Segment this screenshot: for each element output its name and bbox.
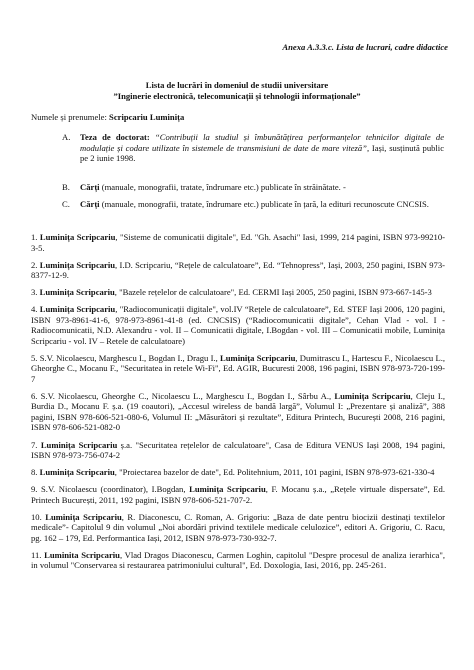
publication-text: , F. Mocanu ș.a., „Rețele virtuale dispersate”, Ed. Printech București, 2011, 192 pagini, ISBN 978-606-521-707-2.	[31, 484, 445, 505]
publication-list	[31, 232, 445, 578]
publication-number: 2.	[31, 259, 40, 270]
publication-text: , "Bazele rețelelor de calculatoare", Ed. CERMI Iași 2005, 250 pagini, ISBN 973-667-145-3	[114, 287, 432, 298]
publication-item	[31, 287, 445, 298]
person-name: Scripcariu Luminița	[109, 112, 185, 122]
author-highlight: Luminita Scripcariu	[44, 549, 120, 560]
section-c-text: (manuale, monografii, tratate, îndrumare etc.) publicate în țară, la edituri recunoscute CNCSIS.	[101, 199, 429, 209]
publication-item	[31, 260, 445, 281]
section-b-text: (manuale, monografii, tratate, îndrumare etc.) publicate în străinătate. -	[101, 182, 346, 192]
publication-text: , "Sisteme de comunicatii digitale", Ed. "Gh. Asachi" Iasi, 1999, 214 pagini, ISBN 973-99210-3-5.	[31, 232, 445, 253]
publication-text: , I.D. Scripcariu, “Rețele de calculatoare”, Ed. “Tehnopress”, Iași, 2003, 250 pagini, ISBN 973-8377-12-9.	[31, 259, 446, 281]
person-name-label: Numele și prenumele:	[31, 112, 107, 122]
annex-label: Anexa A.3.3.c. Lista de lucrari, cadre didactice	[282, 42, 448, 52]
publication-item	[31, 232, 445, 253]
publication-text: , Vlad Dragos Diaconescu, Carmen Loghin, capitolul "Despre procesul de analiza ierarhica", in volumul "Conservarea si restaurarea patrimoniului cultural", Ed. Doxologia, Iasi, 2016, pp. 245-261.	[31, 549, 445, 571]
author-highlight: Luminița Scripcariu	[40, 439, 118, 450]
publication-item	[31, 550, 445, 571]
section-a-letter: A.	[62, 132, 71, 142]
author-highlight: Luminița Scripcariu	[189, 484, 266, 495]
section-a-doctoral-thesis	[62, 132, 444, 164]
publication-text: , "Proiectarea bazelor de date", Ed. Politehnium, 2011, 101 pagini, ISBN 978-973-621-330-4	[114, 467, 435, 478]
section-b-heading: Cărți	[80, 182, 100, 192]
author-highlight: Luminița Scripcariu	[39, 467, 115, 478]
publication-number: 10.	[31, 511, 46, 522]
publication-text: , "Radiocomunicații digitale", vol.IV “Rețele de calculatoare”, Ed. STEF Iași 2006, 120 pagini, ISBN 973-8961-41-6, 978-973-8961-41-8 (ed. CNCSIS) (“Radiocomunicatii digitale”, Cehan Vlad - vol. I - Radiocomunicatii, N.D. Alexandru - vol. II – Comunicatii digitale, I.Bogdan - vol. III – Comunicatii mobile, Luminița Scripcariu - vol. IV – Retele de calculatoare)	[31, 304, 445, 346]
section-a-colon: :	[146, 132, 150, 142]
publication-number: 9.	[31, 484, 42, 495]
section-c-heading: Cărți	[80, 199, 100, 209]
publication-number: 8.	[31, 467, 40, 478]
publication-item	[31, 440, 445, 461]
publication-item	[31, 512, 445, 544]
section-a-heading: Teza de doctorat	[80, 132, 147, 142]
publication-text: S.V. Nicolaescu (coordinator), I.Bogdan,	[41, 484, 190, 495]
publication-number: 7.	[31, 439, 41, 450]
section-c-letter: C.	[62, 199, 70, 209]
publication-text: , R. Diaconescu, C. Roman, A. Grigoriu: „Baza de date pentru biocizii destinați textilelor medicale”- Capitolul 9 din volumul „Noi abordări privind textilele medicale celulozice”, editori A. Grigoriu, C. Racu, pg. 162 – 179, Ed. Performantica Iași, 2012, ISBN 978-973-730-932-7.	[31, 511, 446, 543]
publication-text: , Dumitrascu I., Hartescu F., Nicolaescu L., Gheorghe C., Mocanu F., "Securitatea in retele Wi-Fi", Ed. AGIR, Bucuresti 2008, 196 pagini, ISBN 978-973-720-199-7	[31, 352, 446, 384]
publication-text: S.V. Nicolaescu, Marghescu I., Bogdan I., Dragu I.,	[39, 352, 221, 363]
publication-item	[31, 484, 445, 505]
publication-item	[31, 467, 445, 478]
author-highlight: Luminița Scripcariu	[334, 390, 411, 401]
publication-item	[31, 391, 445, 433]
author-highlight: Luminița Scripcariu	[39, 287, 115, 298]
author-highlight: Luminița Scripcariu	[39, 232, 116, 242]
publication-item	[31, 304, 445, 346]
section-c-books-national	[62, 199, 444, 210]
person-name-line	[31, 112, 184, 122]
publication-number: 6.	[31, 390, 41, 401]
thesis-title: “Contribuții la studiul și îmbunătățirea performanțelor tehnicilor digitale de modulație și codare utilizate în sistemele de transmisiuni de date de mare viteză”	[80, 132, 445, 153]
author-highlight: Luminița Scripcariu	[45, 511, 122, 522]
publication-number: 11.	[31, 549, 45, 560]
publication-number: 5.	[31, 352, 40, 363]
publication-item	[31, 353, 445, 385]
publication-text: , Cleju I., Burdia D., Mocanu F. ș.a. (19 coautori), „Accesul wireless de bandă largă”, Volumul I: „Prezentare și analiză”, 388 pagini, ISBN 978-606-521-080-6, Volumul II: „Măsurători și rezultate”, Editura Printech, București 2008, 216 pagini, ISBN 978-606-521-082-0	[31, 390, 445, 433]
publication-text: ș.a. "Securitatea rețelelor de calculatoare", Casa de Editura VENUS Iași 2008, 194 pagini, ISBN 978-973-756-074-2	[31, 439, 446, 461]
publication-text: S.V. Nicolaescu, Gheorghe C., Nicolaescu L., Marghescu I., Bogdan I., Sârbu A.,	[40, 390, 335, 401]
publication-number: 1.	[31, 232, 40, 242]
publication-number: 3.	[31, 287, 40, 298]
thesis-details: , Iași, susținută public pe 2 iunie 1998.	[80, 142, 445, 164]
publication-number: 4.	[31, 304, 40, 315]
section-b-books-abroad	[62, 182, 444, 193]
author-highlight: Luminița Scripcariu	[39, 259, 116, 270]
document-title-line-1: Lista de lucrări în domeniul de studii universitare	[145, 80, 329, 90]
author-highlight: Luminița Scripcariu	[39, 304, 116, 315]
document-title-line-2: ”Inginerie electronică, telecomunicații și tehnologii informaționale”	[113, 91, 361, 101]
section-b-letter: B.	[62, 182, 70, 192]
author-highlight: Luminița Scripcariu	[220, 352, 296, 363]
